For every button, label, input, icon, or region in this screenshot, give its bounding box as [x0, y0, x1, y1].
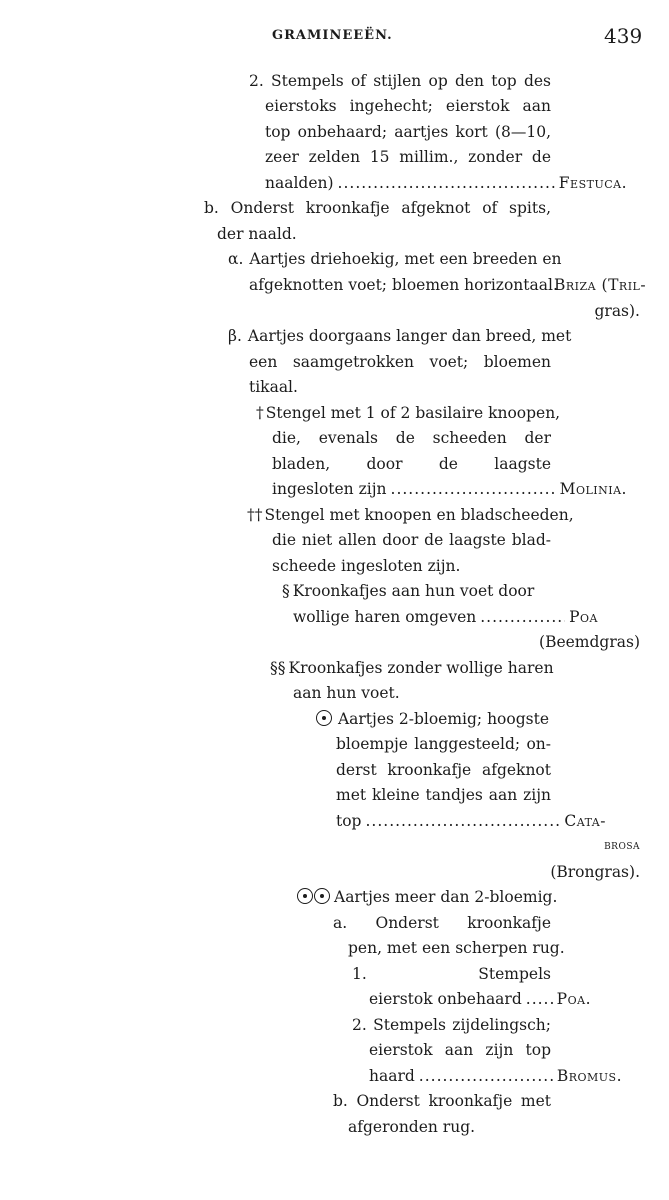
text-line: Aartjes driehoekig, met een breeden en — [249, 250, 562, 268]
text-line: pen, met een scherpen rug. — [348, 939, 565, 957]
beta-marker: β. — [228, 327, 242, 345]
text-line: afgeronden rug. — [348, 1118, 476, 1136]
key-entry — [228, 247, 562, 271]
common-name: (Beemdgras) — [539, 633, 640, 651]
key-entry — [293, 605, 598, 629]
genus-name: Festuca. — [558, 174, 627, 192]
genus-name: Bromus. — [556, 1067, 622, 1085]
section-marker: § — [282, 582, 290, 600]
key-entry — [272, 477, 627, 501]
text-line: bladen, door de laagste — [272, 455, 551, 473]
text-line: Aartjes doorgaans langer dan breed, met — [247, 327, 572, 345]
text-line: die, evenals de scheeden der — [272, 429, 551, 447]
key-entry — [369, 987, 591, 1011]
text-line: met kleine tandjes aan zijn — [336, 786, 551, 804]
text-line: Stengel met 1 of 2 basilaire knoopen, — [265, 404, 561, 422]
text-line: bloempje langgesteeld; on- — [336, 735, 551, 753]
leader-dots — [526, 987, 553, 1011]
leader-dots — [419, 1064, 553, 1088]
text-line: eierstok aan zijn top — [369, 1041, 551, 1059]
genus-name-continued: brosa — [604, 838, 640, 853]
page-number: 439 — [604, 24, 643, 48]
genus-name: Poa. — [556, 990, 591, 1008]
text-line: derst kroonkafje afgeknot — [336, 761, 551, 779]
text-line: der naald. — [217, 225, 297, 243]
key-entry — [228, 324, 572, 348]
common-name: gras). — [594, 302, 640, 320]
text-line: Kroonkafjes zonder wollige haren — [288, 659, 554, 677]
key-entry — [336, 809, 606, 833]
circle-dot-icon — [314, 888, 330, 904]
text-line: Stengel met knoopen en bladscheeden, — [264, 506, 574, 524]
text-line: scheede ingesloten zijn. — [272, 557, 461, 575]
key-entry — [256, 401, 561, 425]
alpha-marker: α. — [228, 250, 244, 268]
dagger-marker: † — [256, 404, 264, 422]
text-line: een saamgetrokken voet; bloemen — [249, 353, 551, 371]
text-line: eierstoks ingehecht; eierstok aan — [265, 97, 551, 115]
leader-dots — [480, 605, 565, 629]
text-line: naalden) — [265, 174, 334, 192]
key-entry — [369, 1064, 622, 1088]
genus-name: Molinia. — [559, 480, 627, 498]
text-line: aan hun voet. — [293, 684, 400, 702]
key-entry — [282, 579, 551, 603]
key-entry — [270, 656, 554, 680]
leader-dots — [391, 477, 556, 501]
text-line: 2. Stempels of stijlen op den top des — [249, 72, 551, 90]
double-section-marker: §§ — [270, 659, 286, 677]
text-line: top onbehaard; aartjes kort (8—10, — [265, 123, 551, 141]
running-title: GRAMINEEËN. — [272, 28, 393, 43]
key-entry — [265, 171, 627, 195]
text-line: tikaal. — [249, 378, 298, 396]
genus-name: Cata- — [564, 812, 606, 830]
key-entry — [297, 885, 558, 909]
text-line: Kroonkafjes aan hun voet door — [292, 582, 535, 600]
text-line: b. Onderst kroonkafje met — [333, 1092, 551, 1110]
text-line: wollige haren omgeven — [293, 608, 477, 626]
circle-dot-icon — [297, 888, 313, 904]
text-line: zeer zelden 15 millim., zonder de — [265, 148, 551, 166]
text-line: a. Onderst kroonkafje — [333, 914, 551, 932]
text-line: die niet allen door de laagste blad- — [272, 531, 551, 549]
page-header — [0, 24, 669, 52]
key-entry — [247, 503, 574, 527]
genus-name: Poa — [569, 608, 598, 626]
text-line: ingesloten zijn — [272, 480, 387, 498]
double-dagger-marker: †† — [247, 506, 263, 524]
leader-dots — [365, 809, 560, 833]
text-line: Aartjes 2-bloemig; hoogste — [337, 710, 550, 728]
common-name: (Brongras). — [550, 863, 640, 881]
text-line: 2. Stempels zijdelingsch; — [352, 1016, 551, 1034]
leader-dots — [338, 171, 555, 195]
key-entry — [316, 707, 551, 731]
text-line: b. Onderst kroonkafje afgeknot of spits, — [204, 199, 551, 217]
text-line: Aartjes meer dan 2-bloemig. — [334, 888, 558, 906]
genus-name: Briza (Tril- — [554, 276, 647, 294]
text-line: haard — [369, 1067, 415, 1085]
text-line: 1. Stempels — [352, 965, 551, 983]
single-circle-dot-icon — [316, 710, 332, 726]
text-line: top — [336, 812, 362, 830]
text-line: eierstok onbehaard — [369, 990, 522, 1008]
text-line: afgeknotten voet; bloemen horizontaal. — [249, 276, 558, 294]
